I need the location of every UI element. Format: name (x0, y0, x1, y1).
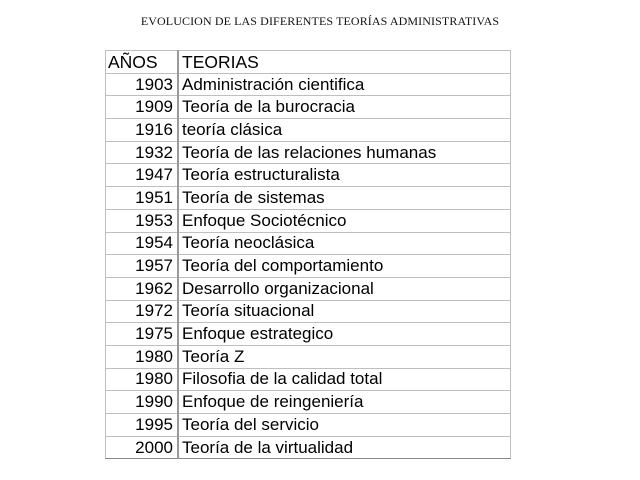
table-row (106, 96, 511, 119)
theory-cell: Teoría de la virtualidad (178, 436, 511, 459)
year-cell: 1990 (106, 391, 179, 414)
theory-cell: teoría clásica (178, 119, 511, 142)
year-cell: 1995 (106, 414, 179, 437)
theory-cell: Teoría de la burocracia (178, 96, 511, 119)
table-row (106, 277, 511, 300)
theory-cell: Enfoque de reingeniería (178, 391, 511, 414)
theory-cell: Teoría de sistemas (178, 187, 511, 210)
table-header-row (106, 51, 511, 74)
header-theories: TEORIAS (178, 51, 511, 74)
theory-cell: Teoría situacional (178, 300, 511, 323)
year-cell: 1916 (106, 119, 179, 142)
year-cell: 1980 (106, 345, 179, 368)
table-row (106, 141, 511, 164)
theory-cell: Desarrollo organizacional (178, 277, 511, 300)
header-years: AÑOS (106, 51, 179, 74)
year-cell: 1972 (106, 300, 179, 323)
document-title: EVOLUCION DE LAS DIFERENTES TEORÍAS ADMINISTRATIVAS (140, 14, 500, 28)
table-row (106, 323, 511, 346)
table-row (106, 300, 511, 323)
table-row (106, 187, 511, 210)
theory-cell: Enfoque Sociotécnico (178, 209, 511, 232)
table-row (106, 391, 511, 414)
year-cell: 1962 (106, 277, 179, 300)
table-row (106, 119, 511, 142)
theory-cell: Filosofia de la calidad total (178, 368, 511, 391)
table-row (106, 368, 511, 391)
year-cell: 2000 (106, 436, 179, 459)
theory-cell: Teoría del servicio (178, 414, 511, 437)
year-cell: 1932 (106, 141, 179, 164)
year-cell: 1957 (106, 255, 179, 278)
table-row (106, 436, 511, 459)
year-cell: 1909 (106, 96, 179, 119)
theory-cell: Teoría del comportamiento (178, 255, 511, 278)
year-cell: 1975 (106, 323, 179, 346)
table-row (106, 414, 511, 437)
theory-cell: Teoría Z (178, 345, 511, 368)
year-cell: 1953 (106, 209, 179, 232)
theory-cell: Teoría neoclásica (178, 232, 511, 255)
table-row (106, 345, 511, 368)
theory-cell: Teoría estructuralista (178, 164, 511, 187)
year-cell: 1903 (106, 73, 179, 96)
year-cell: 1947 (106, 164, 179, 187)
year-cell: 1954 (106, 232, 179, 255)
year-cell: 1951 (106, 187, 179, 210)
theory-cell: Teoría de las relaciones humanas (178, 141, 511, 164)
table-row (106, 209, 511, 232)
year-cell: 1980 (106, 368, 179, 391)
table-row (106, 73, 511, 96)
theories-table (105, 50, 511, 459)
theory-cell: Enfoque estrategico (178, 323, 511, 346)
theory-cell: Administración cientifica (178, 73, 511, 96)
table-row (106, 232, 511, 255)
table-row (106, 164, 511, 187)
table-row (106, 255, 511, 278)
